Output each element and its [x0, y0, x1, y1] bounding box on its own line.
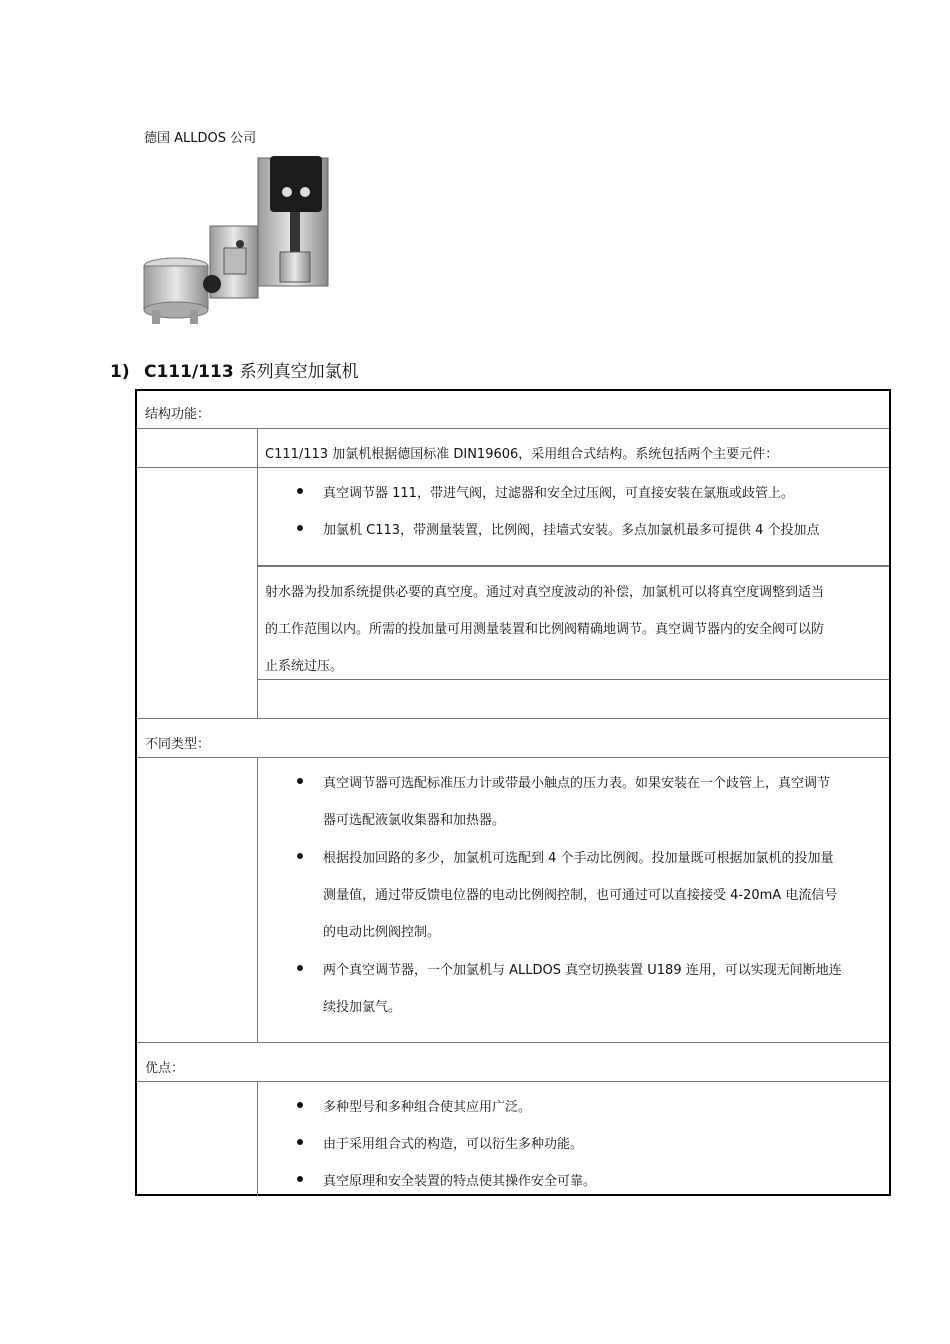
structure-bullet: 真空调节器 111，带进气阀，过滤器和安全过压阀，可直接安装在氯瓶或歧管上。	[323, 486, 794, 501]
heading-model: C111/113	[144, 362, 234, 382]
bullet-icon	[297, 965, 303, 971]
bullet-icon	[297, 853, 303, 859]
types-bullet-line: 器可选配液氯收集器和加热器。	[323, 813, 506, 828]
structure-paragraph-line: 止系统过压。	[265, 659, 344, 674]
types-bullet-line: 续投加氯气。	[323, 1000, 402, 1015]
bullet-icon	[297, 1176, 303, 1182]
structure-paragraph-line: 的工作范围以内。所需的投加量可用测量装置和比例阀精确地调节。真空调节器内的安全阀可以防	[265, 622, 825, 637]
structure-intro: C111/113 加氯机根据德国标准 DIN19606，采用组合式结构。系统包括两个主要元件：	[265, 447, 779, 462]
bullet-icon	[297, 525, 303, 531]
company-name: 德国 ALLDOS 公司	[144, 131, 257, 146]
bullet-icon	[297, 1139, 303, 1145]
structure-paragraph-line: 射水器为投加系统提供必要的真空度。通过对真空度波动的补偿，加氯机可以将真空度调整到适当	[265, 585, 825, 600]
types-bullet-line: 两个真空调节器，一个加氯机与 ALLDOS 真空切换装置 U189 连用，可以实现无间断地连	[323, 963, 842, 978]
types-bullet-line: 真空调节器可选配标准压力计或带最小触点的压力表。如果安装在一个歧管上，真空调节	[323, 776, 831, 791]
bullet-icon	[297, 778, 303, 784]
structure-bullet: 加氯机 C113，带测量装置，比例阀，挂墙式安装。多点加氯机最多可提供 4 个投加点	[323, 523, 820, 538]
spec-table	[135, 389, 891, 1196]
heading-title: 系列真空加氯机	[239, 362, 359, 382]
advantages-label: 优点：	[145, 1061, 185, 1076]
advantages-bullet: 真空原理和安全装置的特点使其操作安全可靠。	[323, 1174, 597, 1189]
types-label: 不同类型：	[145, 737, 211, 752]
heading-number: 1)	[110, 362, 130, 382]
types-bullet-line: 测量值，通过带反馈电位器的电动比例阀控制，也可通过可以直接接受 4-20mA 电流信号	[323, 888, 838, 903]
types-bullet-line: 的电动比例阀控制。	[323, 925, 441, 940]
product-photo	[140, 152, 335, 330]
bullet-icon	[297, 1102, 303, 1108]
advantages-bullet: 多种型号和多种组合使其应用广泛。	[323, 1100, 532, 1115]
types-bullet-line: 根据投加回路的多少，加氯机可选配到 4 个手动比例阀。投加量既可根据加氯机的投加量	[323, 851, 834, 866]
structure-label: 结构功能：	[145, 407, 211, 422]
bullet-icon	[297, 488, 303, 494]
advantages-bullet: 由于采用组合式的构造，可以衍生多种功能。	[323, 1137, 584, 1152]
section-heading	[110, 357, 359, 382]
